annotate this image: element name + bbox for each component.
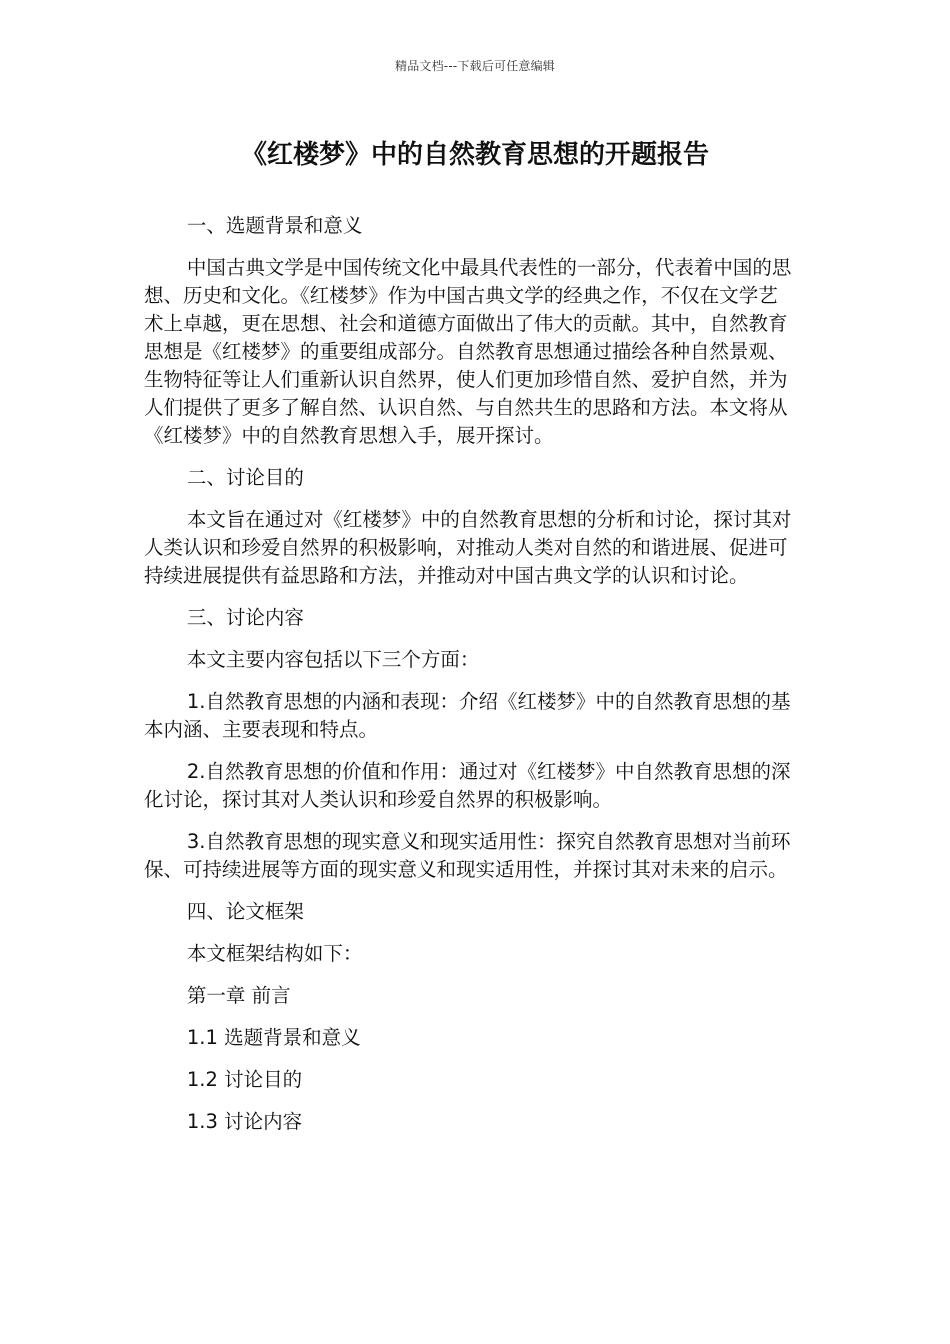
paragraph-purpose: 本文旨在通过对《红楼梦》中的自然教育思想的分析和讨论，探讨其对人类认识和珍爱自然界的积极影响，对推动人类对自然的和谐进展、促进可持续进展提供有益思路和方法，并推动对中国古典文学的认识和讨论。 bbox=[144, 508, 792, 587]
toc-item-1-2: 1.2 讨论目的 bbox=[186, 1068, 303, 1091]
content-item-3: 3.自然教育思想的现实意义和现实适用性：探究自然教育思想对当前环保、可持续进展等方面的现实意义和现实适用性，并探讨其对未来的启示。 bbox=[144, 830, 791, 881]
paragraph-content-intro: 本文主要内容包括以下三个方面： bbox=[186, 648, 480, 671]
paragraph-framework-intro: 本文框架结构如下： bbox=[186, 942, 363, 965]
section-heading-background: 一、选题背景和意义 bbox=[186, 214, 363, 237]
section-heading-framework: 四、论文框架 bbox=[186, 900, 304, 923]
toc-item-1-1: 1.1 选题背景和意义 bbox=[186, 1026, 361, 1049]
content-item-1: 1.自然教育思想的内涵和表现：介绍《红楼梦》中的自然教育思想的基本内涵、主要表现和特点。 bbox=[144, 690, 791, 741]
content-item-2: 2.自然教育思想的价值和作用：通过对《红楼梦》中自然教育思想的深化讨论，探讨其对人类认识和珍爱自然界的积极影响。 bbox=[144, 760, 791, 811]
document-body bbox=[144, 212, 794, 1150]
toc-chapter-1: 第一章 前言 bbox=[186, 984, 291, 1007]
paragraph-background: 中国古典文学是中国传统文化中最具代表性的一部分，代表着中国的思想、历史和文化。《红楼梦》作为中国古典文学的经典之作，不仅在文学艺术上卓越，更在思想、社会和道德方面做出了伟大的贡献。其中，自然教育思想是《红楼梦》的重要组成部分。自然教育思想通过描绘各种自然景观、生物特征等让人们重新认识自然界，使人们更加珍惜自然、爱护自然，并为人们提供了更多了解自然、认识自然、与自然共生的思路和方法。本文将从《红楼梦》中的自然教育思想入手，展开探讨。 bbox=[144, 256, 792, 447]
header-note: 精品文档---下载后可任意编辑 bbox=[395, 59, 555, 73]
section-heading-content: 三、讨论内容 bbox=[186, 606, 304, 629]
document-title: 《红楼梦》中的自然教育思想的开题报告 bbox=[240, 140, 709, 170]
toc-item-1-3: 1.3 讨论内容 bbox=[186, 1110, 303, 1133]
section-heading-purpose: 二、讨论目的 bbox=[186, 466, 304, 489]
